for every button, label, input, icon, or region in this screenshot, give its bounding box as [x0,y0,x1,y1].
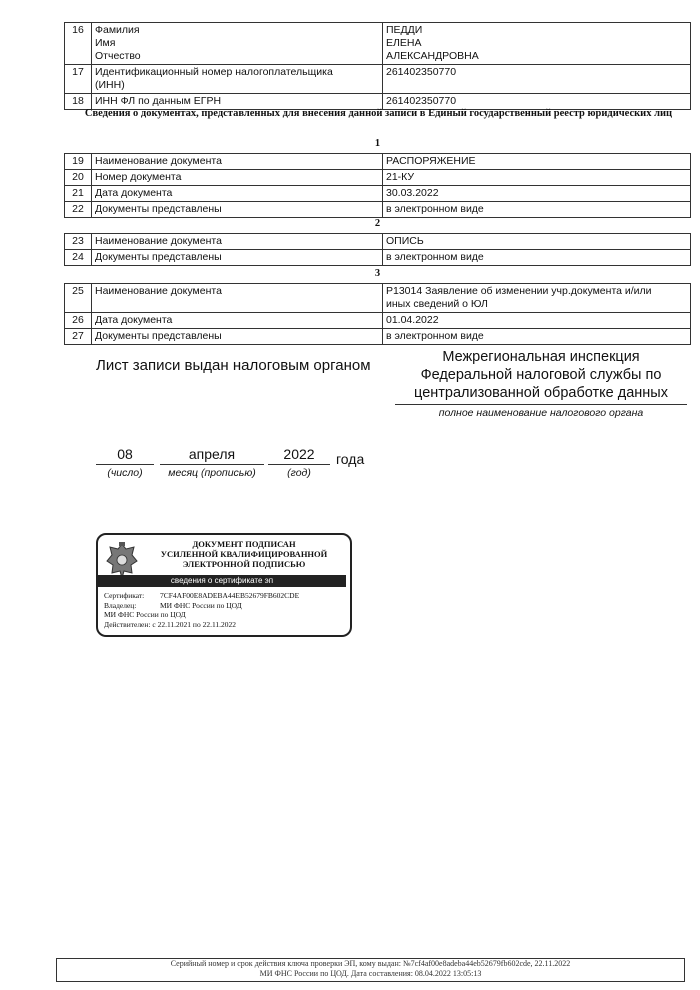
row-number: 26 [65,313,92,329]
date-year-caption: (год) [287,467,311,479]
row-number: 20 [65,170,92,186]
footer-line-1: Серийный номер и срок действия ключа проверки ЭП, кому выдан: №7cf4af00e8adeba44eb52679fb602cde, 22.11.2022 [170,959,571,968]
row-number: 18 [65,94,92,110]
table-row [65,202,691,218]
certificate-row [104,591,344,601]
row-label: Наименование документа [92,154,383,170]
divider [395,404,687,405]
divider [96,464,154,465]
validity-row [104,620,344,630]
stamp-title: ДОКУМЕНТ ПОДПИСАН УСИЛЕННОЙ КВАЛИФИЦИРОВАННОЙ ЭЛЕКТРОННОЙ ПОДПИСЬЮ [160,539,328,569]
row-label: ИНН ФЛ по данным ЕГРН [92,94,383,110]
table-row [65,65,691,94]
year-word: года [336,451,365,467]
tax-authority-name: Межрегиональная инспекция Федеральной налоговой службы по централизованной обработке данных [414,349,668,401]
row-label: Дата документа [92,186,383,202]
row-number: 25 [65,284,92,313]
date-day: 08 [117,446,133,462]
row-value: в электронном виде [383,202,691,218]
table-row [65,284,691,313]
certificate-label: Сертификат: [104,591,145,600]
table-row [65,250,691,266]
row-label: Документы представлены [92,250,383,266]
divider [268,464,330,465]
row-label: Наименование документа [92,234,383,250]
document-number-heading: 2 [374,218,381,229]
table-row [65,313,691,329]
row-value: 261402350770 [383,94,691,110]
row-number: 24 [65,250,92,266]
row-number: 19 [65,154,92,170]
row-value: в электронном виде [383,329,691,345]
table-row [65,186,691,202]
table-row [65,234,691,250]
validity-value: с 22.11.2021 по 22.11.2022 [152,619,237,629]
validity-label: Действителен: [104,619,151,629]
row-number: 23 [65,234,92,250]
documents-section-title: Сведения о документах, представленных для внесения данной записи в Единый государственный реестр юридических лиц [84,108,673,119]
owner-label: Владелец: [104,600,137,610]
divider [160,464,264,465]
row-label: Документы представлены [92,329,383,345]
row-value: 01.04.2022 [383,313,691,329]
date-month-caption: месяц (прописью) [168,467,256,479]
date-year: 2022 [283,446,315,462]
row-number: 21 [65,186,92,202]
certificate-value: 7CF4AF00E8ADEBA44EB52679FB602CDE [160,591,300,600]
footer-signature-info [56,958,685,982]
document-table-2 [64,233,691,266]
document-number-heading: 3 [374,268,381,279]
row-value: 21-КУ [383,170,691,186]
table-row [65,329,691,345]
table-row [65,154,691,170]
row-label: Наименование документа [92,284,383,313]
row-value: в электронном виде [383,250,691,266]
certificate-details [104,591,344,629]
tax-authority-caption: полное наименование налогового органа [438,407,644,419]
table-row [65,23,691,65]
row-value: РАСПОРЯЖЕНИЕ [383,154,691,170]
owner-value: МИ ФНС России по ЦОД [160,600,242,610]
table-row [65,170,691,186]
owner-row [104,601,344,611]
document-number-heading: 1 [374,138,381,149]
row-value: ПЕДДИ ЕЛЕНА АЛЕКСАНДРОВНА [383,23,691,65]
date-day-caption: (число) [107,467,143,479]
row-label: Фамилия Имя Отчество [92,23,383,65]
row-number: 16 [65,23,92,65]
footer-line-2: МИ ФНС России по ЦОД. Дата составления: 08.04.2022 13:05:13 [259,969,482,978]
row-value: ОПИСЬ [383,234,691,250]
document-table-1 [64,153,691,218]
row-label: Дата документа [92,313,383,329]
row-label: Номер документа [92,170,383,186]
row-label: Документы представлены [92,202,383,218]
electronic-signature-stamp [96,533,352,637]
row-value: Р13014 Заявление об изменении учр.документа и/или иных сведений о ЮЛ [383,284,691,313]
person-table [64,22,691,110]
certificate-info-bar: сведения о сертификате эп [98,575,346,587]
row-value: 261402350770 [383,65,691,94]
date-month: апреля [188,446,236,462]
document-table-3 [64,283,691,345]
issued-by-label: Лист записи выдан налоговым органом [96,357,371,374]
row-value: 30.03.2022 [383,186,691,202]
row-number: 27 [65,329,92,345]
row-label: Идентификационный номер налогоплательщика (ИНН) [92,65,383,94]
row-number: 22 [65,202,92,218]
row-number: 17 [65,65,92,94]
owner-line-2: МИ ФНС России по ЦОД [104,610,186,619]
